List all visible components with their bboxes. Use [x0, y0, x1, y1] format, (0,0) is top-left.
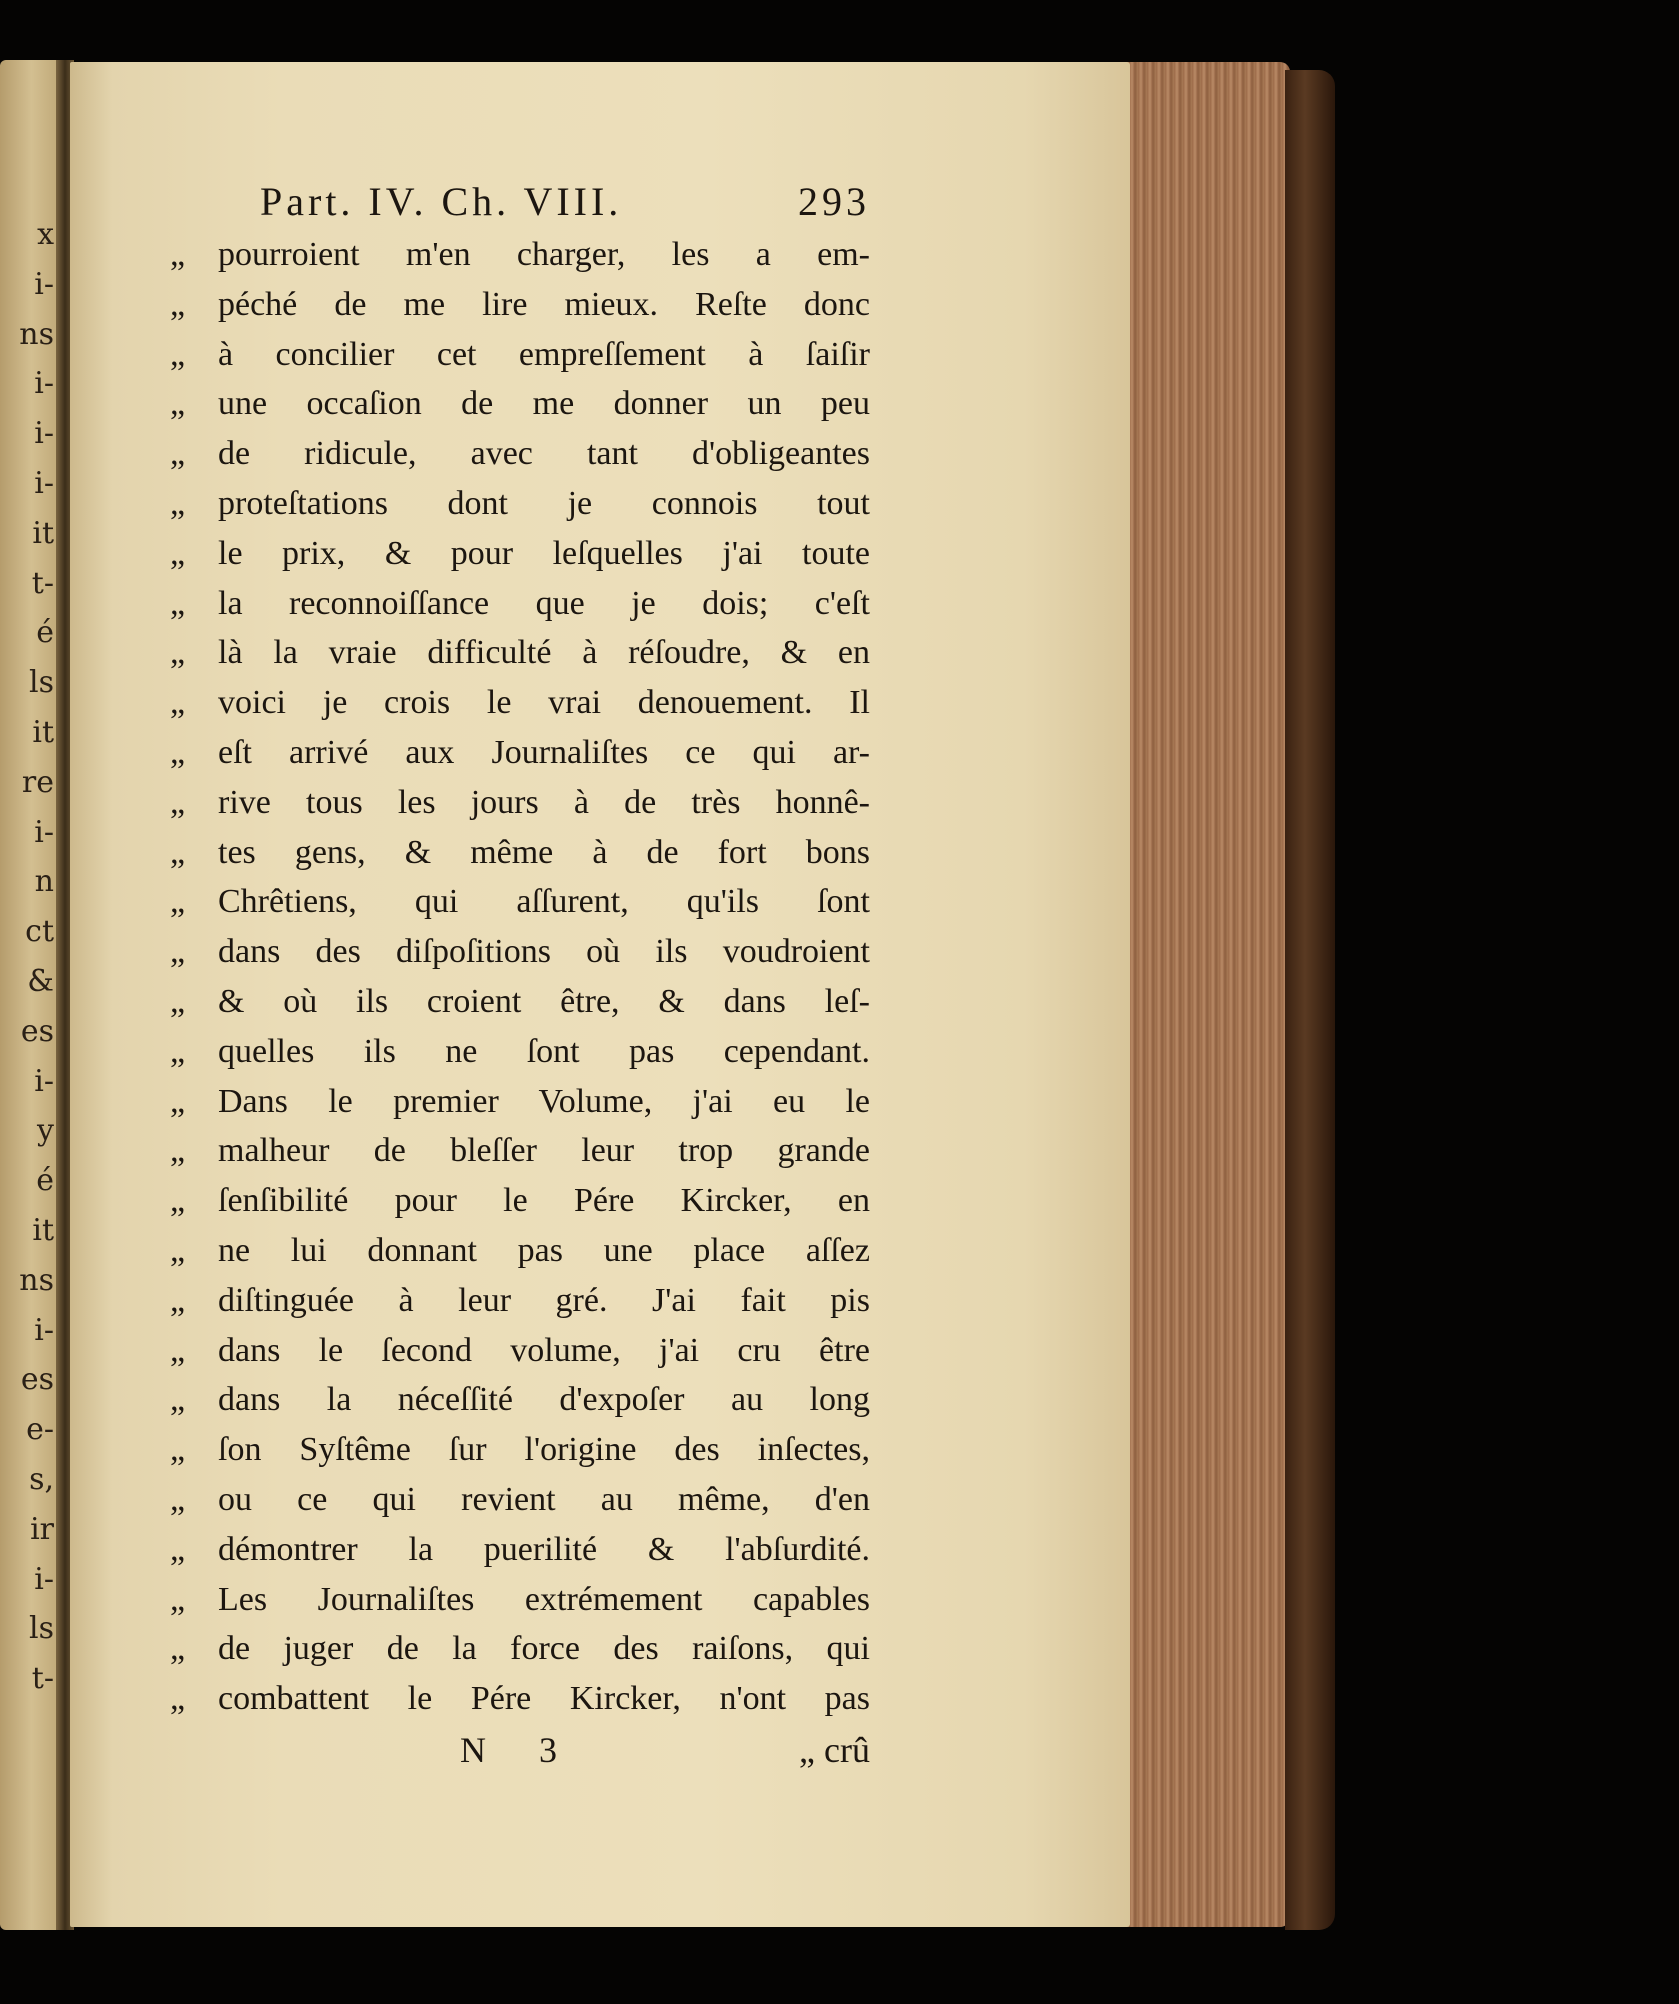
quotation-mark: „ — [170, 634, 186, 672]
text-line — [170, 1674, 870, 1724]
quotation-mark: „ — [170, 1331, 186, 1369]
quotation-mark: „ — [170, 1231, 186, 1269]
quotation-mark: „ — [170, 684, 186, 722]
text-line — [170, 678, 870, 728]
quotation-mark: „ — [170, 883, 186, 921]
left-page-fragment: it — [32, 714, 54, 750]
line-text: le prix, & pour leſquelles j'ai toute — [218, 534, 870, 572]
left-page-fragment: ns — [19, 316, 54, 352]
left-page-fragment: i- — [34, 814, 54, 850]
left-page-text-fragments — [0, 210, 56, 1704]
line-text: la reconnoiſſance que je dois; c'eſt — [218, 584, 870, 622]
text-line — [170, 1525, 870, 1575]
text-line — [170, 877, 870, 927]
text-line — [170, 579, 870, 629]
text-line — [170, 1176, 870, 1226]
book-cover — [1285, 70, 1335, 1930]
quotation-mark: „ — [170, 1082, 186, 1120]
text-line — [170, 778, 870, 828]
quotation-mark: „ — [170, 1480, 186, 1518]
quotation-mark: „ — [170, 1381, 186, 1419]
left-page-fragment: ct — [25, 914, 54, 950]
quotation-mark: „ — [170, 335, 186, 373]
quotation-mark: „ — [170, 1530, 186, 1568]
body-text — [170, 230, 870, 1724]
quotation-mark: „ — [170, 484, 186, 522]
quotation-mark: „ — [170, 1032, 186, 1070]
line-text: eſt arrivé aux Journaliſtes ce qui ar- — [218, 733, 870, 771]
text-line — [170, 1326, 870, 1376]
text-line — [170, 1425, 870, 1475]
text-line — [170, 230, 870, 280]
left-page-fragment: re — [21, 764, 54, 800]
text-line — [170, 828, 870, 878]
quotation-mark: „ — [170, 1580, 186, 1618]
left-page-fragment: it — [32, 1212, 54, 1248]
catchword: „ crû — [799, 1729, 870, 1770]
text-line — [170, 977, 870, 1027]
left-page-fragment: & — [27, 963, 54, 999]
left-page-fragment: n — [34, 864, 54, 900]
left-page-fragment: i- — [34, 1063, 54, 1099]
left-page-fragment: i- — [34, 366, 54, 402]
quotation-mark: „ — [170, 534, 186, 572]
left-page-fragment: t- — [31, 1661, 54, 1697]
left-page-fragment: t- — [31, 565, 54, 601]
left-page-fragment: i- — [34, 465, 54, 501]
quotation-mark: „ — [170, 1680, 186, 1718]
line-text: combattent le Pére Kircker, n'ont pas — [218, 1680, 870, 1718]
line-text: Chrêtiens, qui aſſurent, qu'ils ſont — [218, 883, 870, 921]
page-fore-edge — [1120, 62, 1290, 1927]
left-page-fragment: y — [37, 1113, 54, 1149]
page-footer — [170, 1724, 870, 1776]
text-line — [170, 379, 870, 429]
left-page-fragment: i- — [34, 416, 54, 452]
left-page-fragment: é — [36, 615, 54, 651]
running-title: Part. IV. Ch. VIII. — [260, 179, 623, 224]
quotation-mark: „ — [170, 1132, 186, 1170]
text-line — [170, 330, 870, 380]
left-page-fragment: ls — [29, 665, 54, 701]
left-page-fragment: it — [32, 515, 54, 551]
line-text: & où ils croient être, & dans leſ- — [218, 982, 870, 1020]
left-page-fragment: es — [20, 1013, 54, 1049]
text-line — [170, 1475, 870, 1525]
left-page-fragment: i- — [34, 1561, 54, 1597]
quotation-mark: „ — [170, 435, 186, 473]
quotation-mark: „ — [170, 584, 186, 622]
left-page-fragment: e- — [26, 1412, 54, 1448]
line-text: ou ce qui revient au même, d'en — [218, 1480, 870, 1518]
text-line — [170, 927, 870, 977]
text-line — [170, 1276, 870, 1326]
line-text: dans des diſpoſitions où ils voudroient — [218, 933, 870, 971]
text-line — [170, 1624, 870, 1674]
page-text-block — [170, 172, 870, 1776]
line-text: là la vraie difficulté à réſoudre, & en — [218, 634, 870, 672]
line-text: une occaſion de me donner un peu — [218, 385, 870, 423]
text-line — [170, 1575, 870, 1625]
line-text: démontrer la puerilité & l'abſurdité. — [218, 1530, 870, 1568]
line-text: dans la néceſſité d'expoſer au long — [218, 1381, 870, 1419]
text-line — [170, 628, 870, 678]
left-page-fragment: i- — [34, 1312, 54, 1348]
quotation-mark: „ — [170, 982, 186, 1020]
line-text: quelles ils ne ſont pas cependant. — [218, 1032, 870, 1070]
line-text: diſtinguée à leur gré. J'ai fait pis — [218, 1281, 870, 1319]
line-text: proteſtations dont je connois tout — [218, 484, 870, 522]
line-text: ne lui donnant pas une place aſſez — [218, 1231, 870, 1269]
left-page-fragment: ir — [30, 1511, 54, 1547]
page-number: 293 — [798, 179, 870, 224]
line-text: rive tous les jours à de très honnê- — [218, 783, 870, 821]
text-line — [170, 1375, 870, 1425]
line-text: de juger de la force des raiſons, qui — [218, 1630, 870, 1668]
quotation-mark: „ — [170, 1630, 186, 1668]
text-line — [170, 728, 870, 778]
line-text: à concilier cet empreſſement à ſaiſir — [218, 335, 870, 373]
text-line — [170, 1226, 870, 1276]
text-line — [170, 1126, 870, 1176]
line-text: Dans le premier Volume, j'ai eu le — [218, 1082, 870, 1120]
quotation-mark: „ — [170, 285, 186, 323]
quotation-mark: „ — [170, 783, 186, 821]
line-text: tes gens, & même à de fort bons — [218, 833, 870, 871]
quotation-mark: „ — [170, 385, 186, 423]
quotation-mark: „ — [170, 1431, 186, 1469]
left-page-fragment: ns — [19, 1262, 54, 1298]
text-line — [170, 429, 870, 479]
line-text: péché de me lire mieux. Reſte donc — [218, 285, 870, 323]
line-text: Les Journaliſtes extrémement capables — [218, 1580, 870, 1618]
line-text: malheur de bleſſer leur trop grande — [218, 1132, 870, 1170]
left-page-fragment: es — [20, 1362, 54, 1398]
line-text: pourroient m'en charger, les a em- — [218, 236, 870, 273]
left-page-fragment: i- — [34, 266, 54, 302]
left-page-fragment: é — [36, 1163, 54, 1199]
line-text: voici je crois le vrai denouement. Il — [218, 684, 870, 722]
text-line — [170, 1027, 870, 1077]
left-page-fragment: ls — [29, 1611, 54, 1647]
text-line — [170, 1077, 870, 1127]
running-header — [170, 172, 870, 232]
text-line — [170, 529, 870, 579]
quotation-mark: „ — [170, 933, 186, 971]
quotation-mark: „ — [170, 833, 186, 871]
line-text: dans le ſecond volume, j'ai cru être — [218, 1331, 870, 1369]
left-page-fragment: s, — [29, 1461, 54, 1497]
text-line — [170, 479, 870, 529]
quotation-mark: „ — [170, 1182, 186, 1220]
quotation-mark: „ — [170, 1281, 186, 1319]
quotation-mark: „ — [170, 733, 186, 771]
text-line — [170, 280, 870, 330]
line-text: ſenſibilité pour le Pére Kircker, en — [218, 1182, 870, 1220]
signature-mark: N 3 — [460, 1729, 579, 1770]
line-text: de ridicule, avec tant d'obligeantes — [218, 435, 870, 473]
left-page-fragment: x — [37, 217, 54, 252]
quotation-mark: „ — [170, 236, 186, 273]
line-text: ſon Syſtême ſur l'origine des inſectes, — [218, 1431, 870, 1469]
